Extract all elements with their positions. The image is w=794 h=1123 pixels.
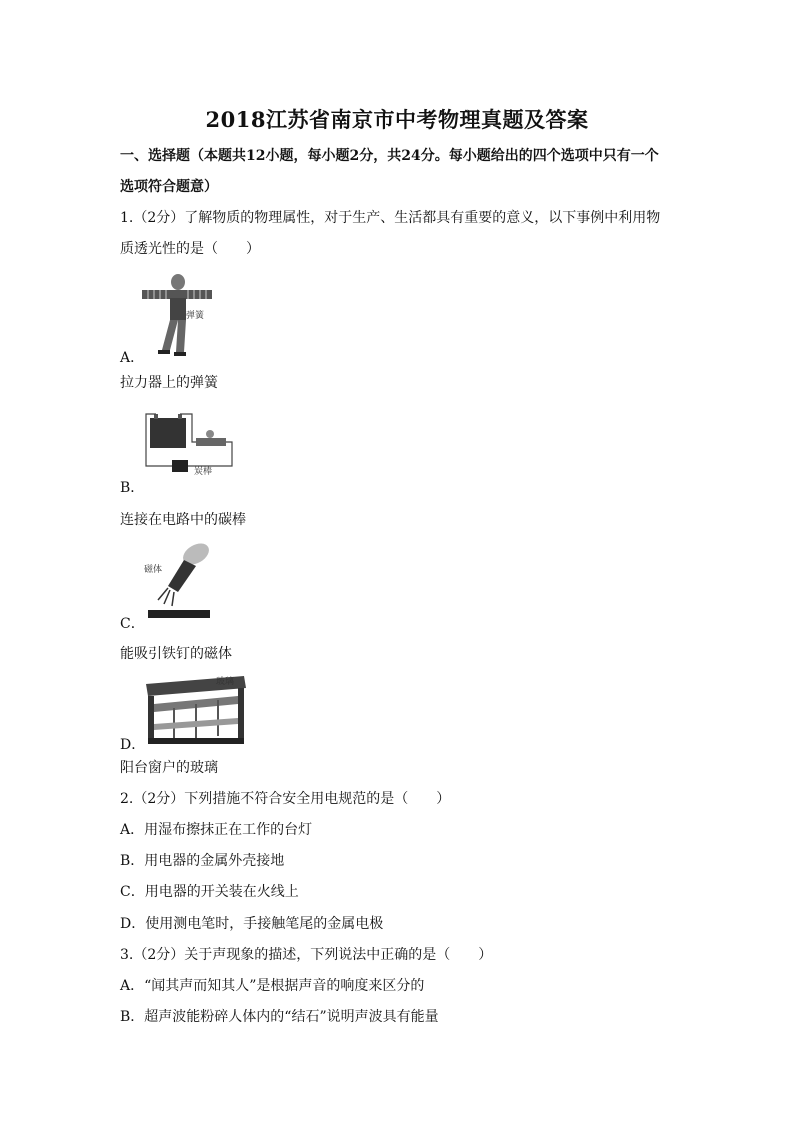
section-heading-line2: 选项符合题意） — [120, 179, 218, 195]
spring-figure-label: 弹簧 — [186, 311, 205, 321]
question-1-option-c-caption: 能吸引铁钉的磁体 — [120, 646, 232, 662]
question-1-option-b-caption: 连接在电路中的碳棒 — [120, 512, 246, 528]
question-1-option-d-letter: D． — [120, 737, 146, 753]
magnet-nails-figure — [144, 540, 216, 620]
question-2-option-d: D．使用测电笔时，手接触笔尾的金属电极 — [120, 916, 384, 932]
question-1-stem-line1: 1.（2分）了解物质的物理属性，对于生产、生活都具有重要的意义，以下事例中利用物 — [120, 210, 661, 226]
carbon-rod-figure-label: 炭棒 — [194, 467, 213, 477]
spring-expander-figure — [140, 272, 216, 356]
magnet-figure-label: 磁体 — [144, 565, 163, 575]
question-2-option-b: B．用电器的金属外壳接地 — [120, 853, 285, 869]
question-2-option-c: C．用电器的开关装在火线上 — [120, 884, 299, 900]
question-3-option-b: B．超声波能粉碎人体内的“结石”说明声波具有能量 — [120, 1009, 439, 1025]
question-1-stem-line2: 质透光性的是（ ） — [120, 241, 260, 257]
question-1-option-d-caption: 阳台窗户的玻璃 — [120, 760, 218, 776]
question-3-option-a: A．“闻其声而知其人”是根据声音的响度来区分的 — [120, 978, 425, 994]
question-1-option-c-letter: C． — [120, 616, 145, 632]
question-1-option-a-letter: A． — [120, 350, 145, 366]
question-1-option-b-letter: B． — [120, 480, 145, 496]
question-3-stem: 3.（2分）关于声现象的描述，下列说法中正确的是（ ） — [120, 947, 493, 963]
question-2-stem: 2.（2分）下列措施不符合安全用电规范的是（ ） — [120, 791, 451, 807]
circuit-carbon-rod-figure — [140, 408, 236, 480]
glass-figure-label: 玻璃 — [216, 677, 235, 687]
page-title: 2018江苏省南京市中考物理真题及答案 — [205, 107, 589, 132]
section-heading-line1: 一、选择题（本题共12小题，每小题2分，共24分。每小题给出的四个选项中只有一个 — [120, 148, 659, 164]
question-2-option-a: A．用湿布擦抹正在工作的台灯 — [120, 822, 313, 838]
question-1-option-a-caption: 拉力器上的弹簧 — [120, 375, 218, 391]
